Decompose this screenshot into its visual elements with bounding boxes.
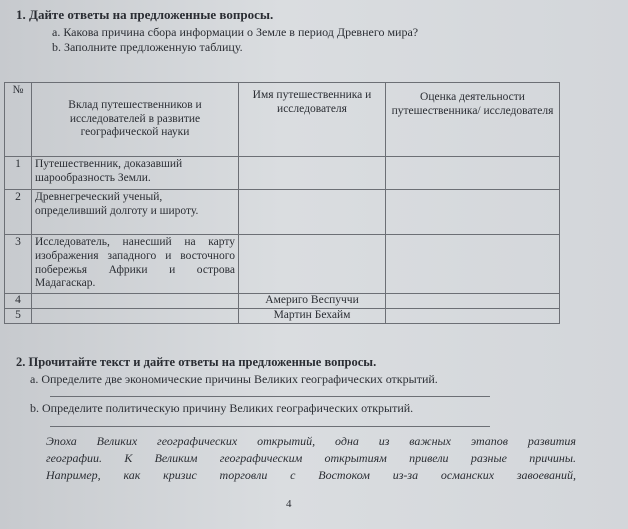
header-rating: Оценка деятельности путешественника/ исследователя xyxy=(386,83,560,157)
row-rating-cell[interactable] xyxy=(386,157,560,190)
row-rating-cell[interactable] xyxy=(386,294,560,309)
table-row xyxy=(5,309,560,324)
table-row xyxy=(5,294,560,309)
row-number: 1 xyxy=(5,157,32,190)
row-name: Мартин Бехайм xyxy=(239,309,386,324)
header-number: № xyxy=(5,83,32,157)
question-2a: a. Определите две экономические причины Великих географических открытий. xyxy=(30,372,438,386)
row-contribution: Путешественник, доказавший шарообразность Земли. xyxy=(32,157,239,190)
question-1b: b. Заполните предложенную таблицу. xyxy=(52,40,243,54)
answer-line-2b[interactable] xyxy=(50,426,490,427)
row-name-cell[interactable] xyxy=(239,190,386,235)
answer-line-2a[interactable] xyxy=(50,396,490,397)
row-rating-cell[interactable] xyxy=(386,235,560,294)
row-number: 4 xyxy=(5,294,32,309)
row-name-cell[interactable] xyxy=(239,157,386,190)
table-header-row xyxy=(5,83,560,157)
row-contribution: Исследователь, нанесший на карту изображения западного и восточного побережья Африки и острова Мадагаскар. xyxy=(32,235,239,294)
row-rating-cell[interactable] xyxy=(386,190,560,235)
row-name-cell[interactable] xyxy=(239,235,386,294)
table-row xyxy=(5,235,560,294)
question-1-title: 1. Дайте ответы на предложенные вопросы. xyxy=(16,7,274,22)
row-number: 5 xyxy=(5,309,32,324)
row-contribution: Древнегреческий ученый, определивший долготу и широту. xyxy=(32,190,239,235)
row-number: 2 xyxy=(5,190,32,235)
explorers-table xyxy=(4,82,560,324)
row-number: 3 xyxy=(5,235,32,294)
header-name: Имя путешественника и исследователя xyxy=(239,83,386,157)
question-2b: b. Определите политическую причину Великих географических открытий. xyxy=(30,401,414,415)
row-contribution-cell[interactable] xyxy=(32,294,239,309)
table-row xyxy=(5,190,560,235)
page-number: 4 xyxy=(286,498,292,510)
header-contribution: Вклад путешественников и исследователей в развитие географической науки xyxy=(32,83,239,157)
reading-text-line: Эпоха Великих географических открытий, одна из важных этапов развития xyxy=(46,434,576,448)
reading-text-line: Например, как кризис торговли с Востоком из-за османских завоеваний, xyxy=(46,468,576,482)
row-name: Америго Веспуччи xyxy=(239,294,386,309)
table-row xyxy=(5,157,560,190)
question-2-title: 2. Прочитайте текст и дайте ответы на предложенные вопросы. xyxy=(16,355,377,369)
row-contribution-cell[interactable] xyxy=(32,309,239,324)
row-rating-cell[interactable] xyxy=(386,309,560,324)
question-1a: a. Какова причина сбора информации о Земле в период Древнего мира? xyxy=(52,25,419,39)
reading-text-line: географии. К Великим географическим открытиям привели разные причины. xyxy=(46,451,576,465)
